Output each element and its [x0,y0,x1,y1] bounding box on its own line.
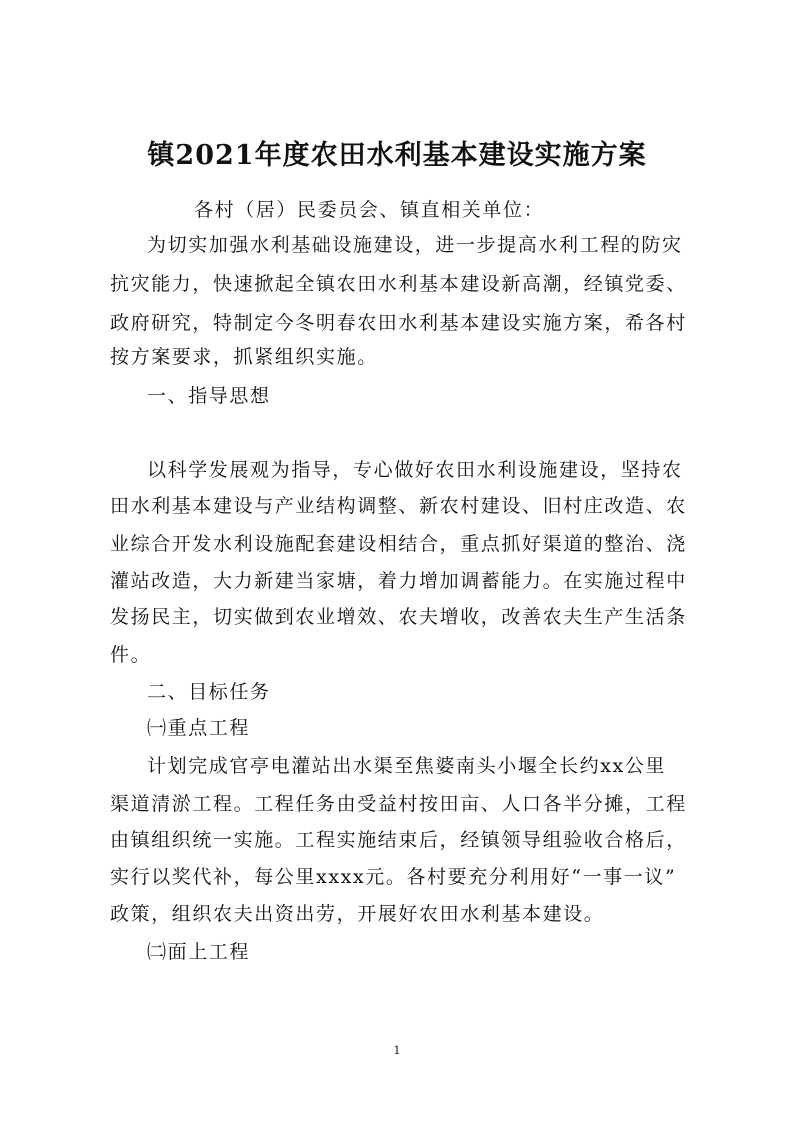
paragraph-line: 业综合开发水利设施配套建设相结合，重点抓好渠道的整治、浇 [110,533,687,555]
paragraph-line: 实行以奖代补，每公里xxxx元。各村要充分利用好“一事一议” [110,866,677,888]
page-number: 1 [393,1044,401,1057]
paragraph-line: 件。 [110,644,152,666]
paragraph-line: 灌站改造，大力新建当家塘，着力增加调蓄能力。在实施过程中 [110,570,687,592]
subsection-heading-key-projects: ㈠重点工程 [147,717,251,739]
section-heading-guiding-ideology: 一、指导思想 [147,385,271,407]
salutation: 各村（居）民委员会、镇直相关单位： [194,199,545,221]
paragraph-line: 抗灾能力，快速掀起全镇农田水利基本建设新高潮，经镇党委、 [110,273,687,295]
paragraph-line: 由镇组织统一实施。工程实施结束后，经镇领导组验收合格后， [110,829,687,851]
section-heading-targets: 二、目标任务 [147,681,271,703]
paragraph-line: 按方案要求，抓紧组织实施。 [110,346,378,368]
paragraph-line: 政府研究，特制定今冬明春农田水利基本建设实施方案，希各村 [110,312,687,334]
paragraph-line: 计划完成官亭电灌站出水渠至焦婆南头小堰全长约xx公里 [147,755,667,777]
paragraph-line: 为切实加强水利基础设施建设，进一步提高水利工程的防灾 [147,234,683,256]
paragraph-line: 以科学发展观为指导，专心做好农田水利设施建设，坚持农 [147,459,683,481]
paragraph-line: 渠道清淤工程。工程任务由受益村按田亩、人口各半分摊，工程 [110,793,687,815]
paragraph-line: 田水利基本建设与产业结构调整、新农村建设、旧村庄改造、农 [110,495,687,517]
subsection-heading-area-projects: ㈡面上工程 [147,941,251,963]
paragraph-line: 政策，组织农夫出资出劳，开展好农田水利基本建设。 [110,903,605,925]
paragraph-line: 发扬民主，切实做到农业增效、农夫增收，改善农夫生产生活条 [110,606,687,628]
page-title: 镇2021年度农田水利基本建设实施方案 [147,140,647,171]
